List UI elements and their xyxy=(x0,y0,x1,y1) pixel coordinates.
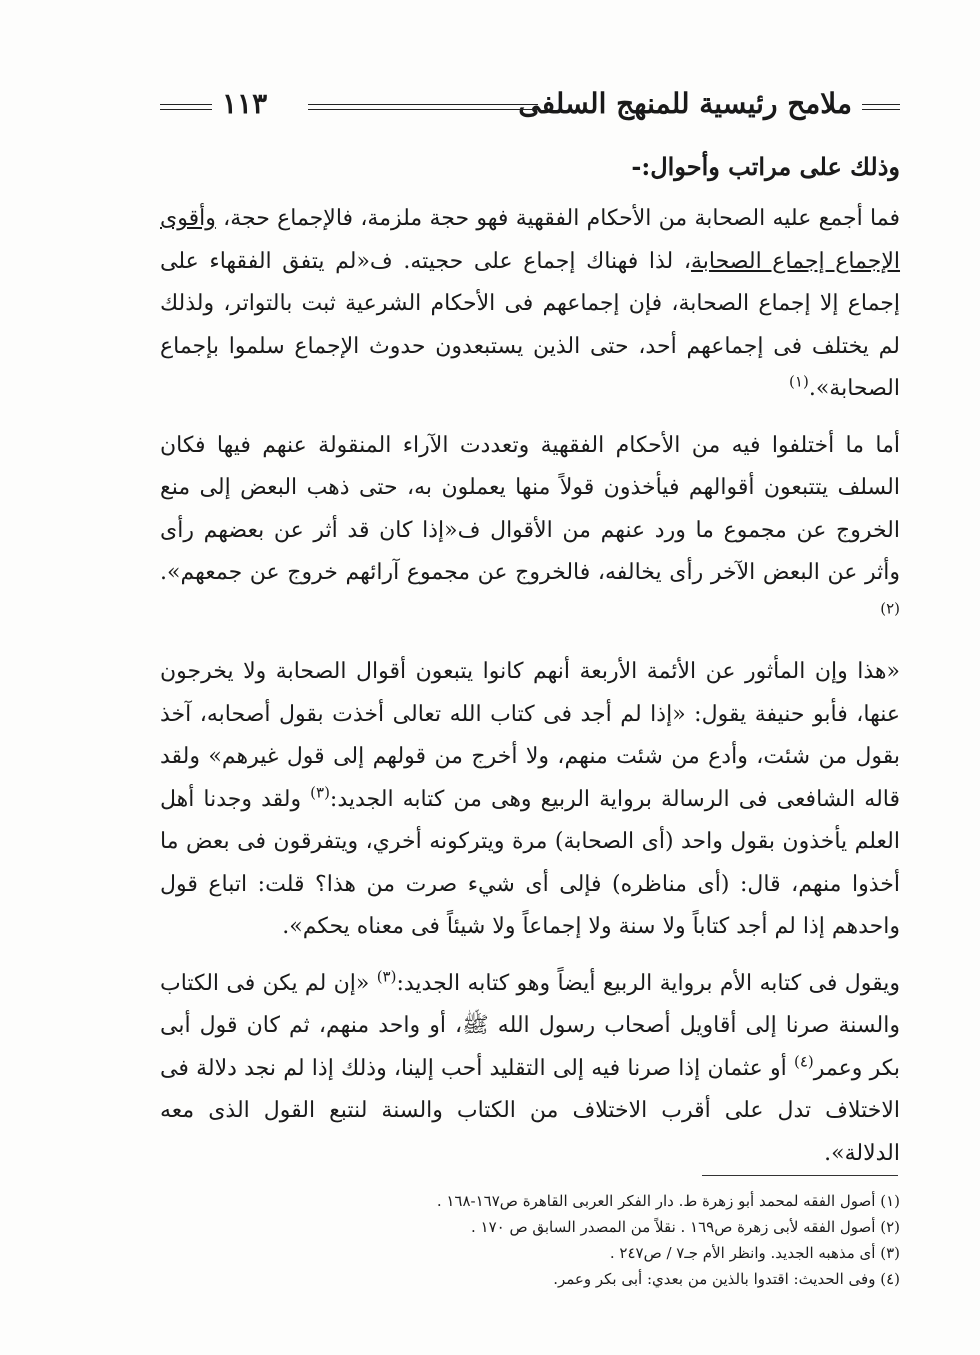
page-body xyxy=(160,146,900,1189)
footnote-ref-2: (٢) xyxy=(880,599,900,618)
section-heading: وذلك على مراتب وأحوال:- xyxy=(631,152,900,181)
header-rule-middle xyxy=(308,104,538,110)
footnote-separator xyxy=(702,1175,898,1176)
paragraph-2-text: أما ما أختلفوا فيه من الأحكام الفقهية وتعددت الآراء المنقولة عنهم فيها فكان السلف يتتبعون أقوالهم فيأخذون قولاً منها يعملون به، حتى ذهب البعض إلى منع الخروج عن مجموع ما ورد عنهم من الأقوال ف«إذا كان قد أثر عن بعضهم رأى وأثر عن البعض الآخر رأى يخالفه، فالخروج عن مجموع آرائهم خروج عن جمعهم». xyxy=(160,432,900,585)
footnote-ref-4: (٤) xyxy=(793,1052,814,1071)
paragraph-4-text-c: أو عثمان إذا صرنا فيه إلى التقليد أحب إلينا، وذلك إذا لم نجد دلالة فى الاختلاف تدل على أقرب الاختلاف من الكتاب والسنة لنتبع القول الذى معه الدلالة». xyxy=(160,1055,900,1166)
footnote-1: (١) أصول الفقه لمحمد أبو زهرة ط. دار الفكر العربى القاهرة ص١٦٧-١٦٨ . xyxy=(436,1192,900,1210)
running-header xyxy=(160,86,900,126)
footnote-ref-3: (٣) xyxy=(310,783,330,802)
header-rule-left xyxy=(160,104,212,110)
header-rule-right xyxy=(862,104,900,110)
paragraph-3 xyxy=(160,651,900,949)
paragraph-2 xyxy=(160,425,900,638)
paragraph-1-text-b: ، لذا فهناك إجماع على حجيته. ف«لم يتفق الفقهاء على إجماع إلا إجماع الصحابة، فإن إجماعهم فى الأحكام الشرعية ثبت بالتواتر، ولذلك لم يختلف فى إجماعهم أحد، حتى الذين يستبعدون حدوث الإجماع سلموا بإجماع الصحابة». xyxy=(160,248,900,401)
footnote-ref-1: (١) xyxy=(789,372,809,391)
paragraph-4-text-b: «إن لم يكن فى الكتاب والسنة صرنا إلى أقاويل أصحاب رسول الله ﷺ، أو واحد منهم، ثم كان قول أبى بكر وعمر xyxy=(160,970,901,1081)
page-number: ١١٣ xyxy=(222,87,268,120)
footnote-2: (٢) أصول الفقه لأبى زهرة ص١٦٩ . نقلاً من المصدر السابق ص ١٧٠ . xyxy=(470,1218,900,1236)
underlined-phrase: وأقوى الإجماع إجماع الصحابة xyxy=(160,206,901,274)
paragraph-3-text-a: «هذا وإن المأثور عن الأئمة الأربعة أنهم كانوا يتبعون أقوال الصحابة ولا يخرجون عنها، فأبو حنيفة يقول: «إذا لم أجد فى كتاب الله تعالى أخذت بقول أصحابه، آخذ بقول من شئت، وأدع من شئت منهم، ولا أخرج من قولهم إلى قول غيرهم» ولقد قاله الشافعى فى الرسالة برواية الربيع وهى من كتابه الجديد: xyxy=(160,659,900,812)
footnote-3: (٣) أى مذهبه الجديد. وانظر الأم جـ٧ / ص٢٤٧ . xyxy=(609,1244,900,1262)
paragraph-4 xyxy=(160,963,900,1176)
footnote-ref-3b: (٣) xyxy=(376,967,397,986)
paragraph-1 xyxy=(160,198,900,411)
footnotes xyxy=(160,1188,900,1292)
paragraph-1-text-a: فما أجمع عليه الصحابة من الأحكام الفقهية فهو حجة ملزمة، فالإجماع حجة، xyxy=(215,206,900,231)
paragraph-4-text-a: ويقول فى كتابه الأم برواية الربيع أيضاً وهو كتابه الجديد: xyxy=(396,970,900,996)
paragraph-3-text-b: ولقد وجدنا أهل العلم يأخذون بقول واحد (أى الصحابة) مرة ويتركونه أخري، ويتفرقون فى بعض ما أخذوا منهم، قال: (أى مناظره) فإلى أى شيء صرت من هذا؟ قلت: اتباع قول واحدهم إذا لم أجد كتاباً ولا سنة ولا إجماعاً ولا شيئاً فى معناه يحكم». xyxy=(160,786,900,939)
footnote-4: (٤) وفى الحديث: اقتدوا بالذين من بعدي: أبى بكر وعمر. xyxy=(553,1270,900,1288)
running-title: ملامح رئيسية للمنهج السلفى xyxy=(518,87,852,120)
